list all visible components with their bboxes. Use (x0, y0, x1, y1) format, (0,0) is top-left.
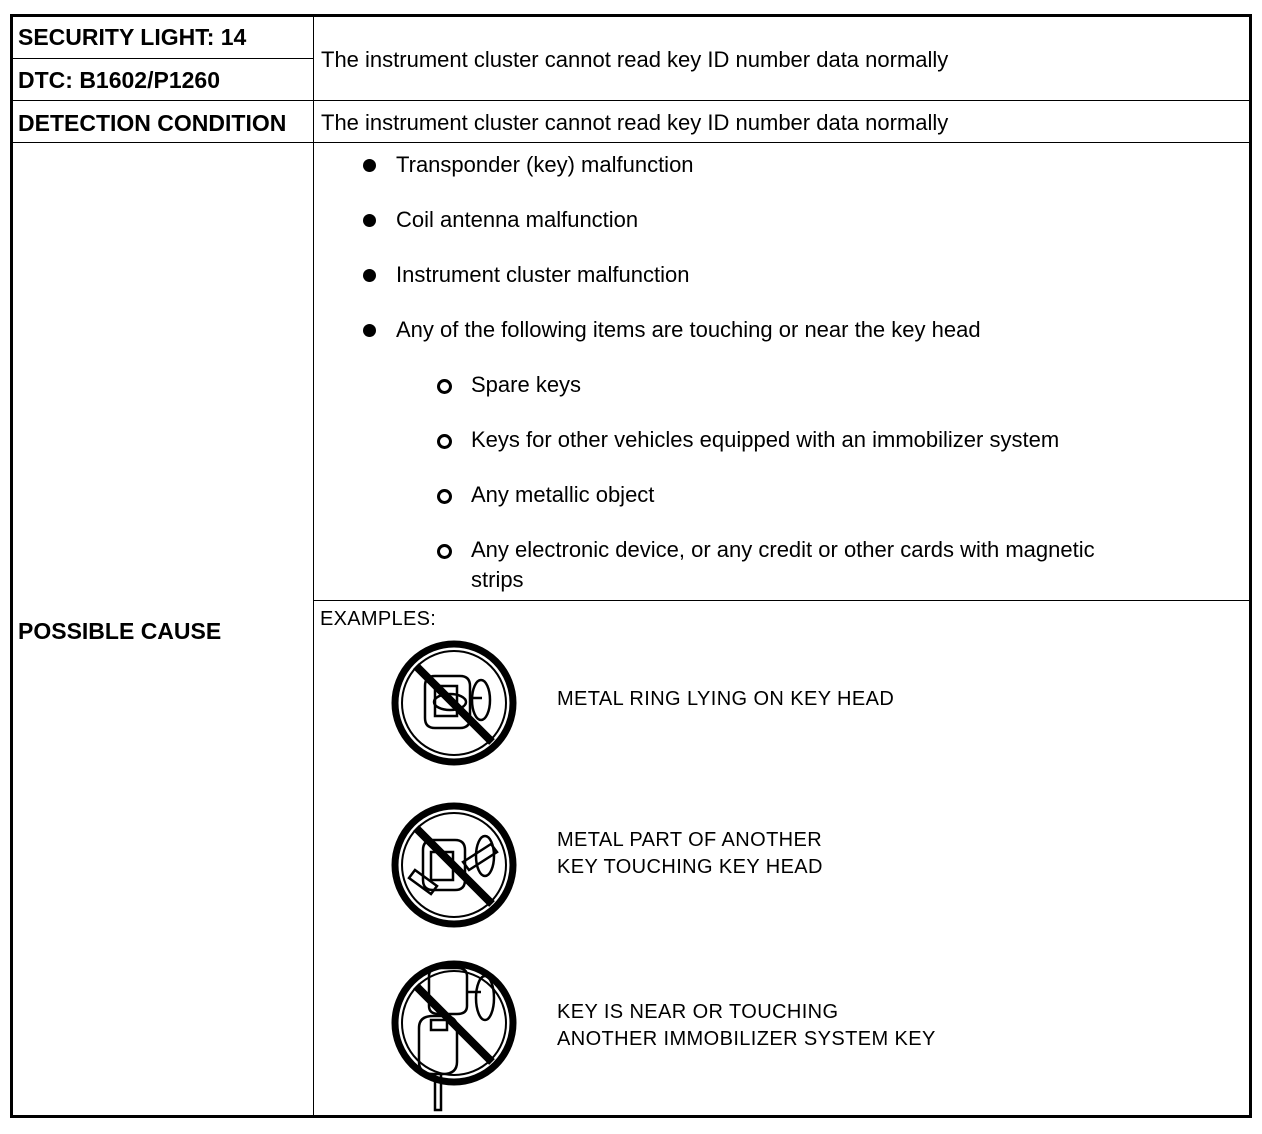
possible-cause-label: POSSIBLE CAUSE (18, 618, 222, 644)
cause-item: Instrument cluster malfunction (396, 262, 690, 287)
dtc-description: The instrument cluster cannot read key ID number data normally (321, 47, 949, 72)
hollow-bullet-icon (437, 434, 452, 449)
sub-cause-item: Any electronic device, or any credit or other cards with magnetic (471, 537, 1095, 562)
example-caption-line: KEY IS NEAR OR TOUCHING (557, 1001, 839, 1023)
detection-condition-label: DETECTION CONDITION (18, 110, 287, 136)
prohibited-immobilizer-key-icon (385, 958, 525, 1114)
diagnostic-table (10, 14, 1252, 1118)
cause-item: Transponder (key) malfunction (396, 152, 694, 177)
sub-cause-item: Keys for other vehicles equipped with an immobilizer system (471, 427, 1060, 452)
examples-heading: EXAMPLES: (320, 608, 437, 630)
prohibited-metal-ring-icon (385, 638, 525, 768)
hollow-bullet-icon (437, 379, 452, 394)
prohibited-metal-key-icon (385, 800, 525, 930)
example-caption (557, 686, 894, 713)
sub-cause-item-continued: strips (471, 567, 524, 592)
column-divider (313, 17, 314, 1115)
security-light-label: SECURITY LIGHT: 14 (18, 24, 247, 50)
hollow-bullet-icon (437, 544, 452, 559)
bullet-icon (363, 269, 376, 282)
example-caption-line: METAL RING LYING ON KEY HEAD (557, 688, 895, 710)
bullet-icon (363, 324, 376, 337)
hollow-bullet-icon (437, 489, 452, 504)
row-divider (314, 600, 1249, 601)
example-caption (557, 999, 936, 1053)
row-divider (13, 142, 1249, 143)
dtc-label: DTC: B1602/P1260 (18, 67, 220, 93)
example-caption-line: ANOTHER IMMOBILIZER SYSTEM KEY (557, 1028, 936, 1050)
detection-condition-value: The instrument cluster cannot read key ID number data normally (321, 110, 949, 135)
example-caption-line: METAL PART OF ANOTHER (557, 829, 823, 851)
row-divider (13, 58, 313, 59)
cause-item: Coil antenna malfunction (396, 207, 639, 232)
row-divider (13, 100, 1249, 101)
example-caption (557, 827, 823, 881)
example-caption-line: KEY TOUCHING KEY HEAD (557, 856, 823, 878)
cause-item: Any of the following items are touching or near the key head (396, 317, 981, 342)
bullet-icon (363, 159, 376, 172)
sub-cause-item: Spare keys (471, 372, 582, 397)
bullet-icon (363, 214, 376, 227)
sub-cause-item: Any metallic object (471, 482, 655, 507)
